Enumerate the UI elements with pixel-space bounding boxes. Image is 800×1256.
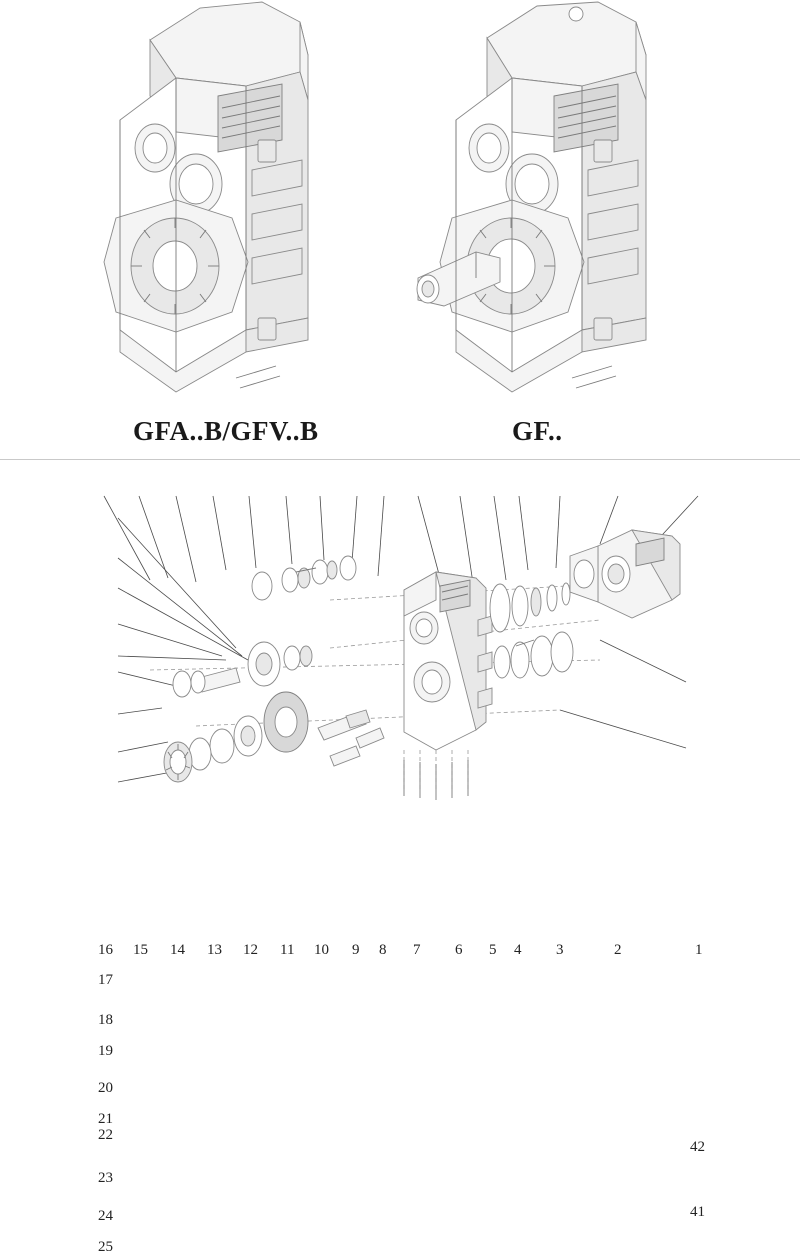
callout-12: 12 <box>243 942 258 958</box>
callout-6: 6 <box>455 942 463 958</box>
motor-adapter-part <box>570 530 680 618</box>
callout-17: 17 <box>98 972 113 988</box>
top-views-svg <box>0 0 800 460</box>
bolt-pins <box>404 760 468 800</box>
top-assembly-views <box>0 0 800 460</box>
callout-19: 19 <box>98 1043 113 1059</box>
gearbox-left-illustration <box>104 2 308 392</box>
callout-2: 2 <box>614 942 622 958</box>
callout-11: 11 <box>280 942 295 958</box>
callout-18: 18 <box>98 1012 113 1028</box>
leader-lines-right <box>560 640 686 748</box>
callout-9: 9 <box>352 942 360 958</box>
gearbox-right-illustration <box>417 2 646 392</box>
callout-3: 3 <box>556 942 564 958</box>
caption-gfab-gfvb: GFA..B/GFV..B <box>133 416 319 446</box>
callout-16: 16 <box>98 942 113 958</box>
callout-25: 25 <box>98 1239 113 1255</box>
ring-and-washer-parts <box>164 556 384 782</box>
callout-20: 20 <box>98 1080 113 1096</box>
exploded-view-svg <box>0 460 800 800</box>
callout-5: 5 <box>489 942 497 958</box>
exploded-parts-diagram <box>0 460 800 1255</box>
callout-22: 22 <box>98 1127 113 1143</box>
housing-part <box>404 572 492 750</box>
callout-13: 13 <box>207 942 222 958</box>
callout-21: 21 <box>98 1111 113 1127</box>
callout-41: 41 <box>690 1204 705 1220</box>
callout-4: 4 <box>514 942 522 958</box>
caption-gf: GF.. <box>512 416 563 446</box>
callout-10: 10 <box>314 942 329 958</box>
callout-23: 23 <box>98 1170 113 1186</box>
callout-24: 24 <box>98 1208 113 1224</box>
callout-14: 14 <box>170 942 185 958</box>
callout-15: 15 <box>133 942 148 958</box>
callout-8: 8 <box>379 942 387 958</box>
callout-7: 7 <box>413 942 421 958</box>
bearing-parts-right <box>490 583 573 678</box>
callout-42: 42 <box>690 1139 705 1155</box>
callout-1: 1 <box>695 942 703 958</box>
